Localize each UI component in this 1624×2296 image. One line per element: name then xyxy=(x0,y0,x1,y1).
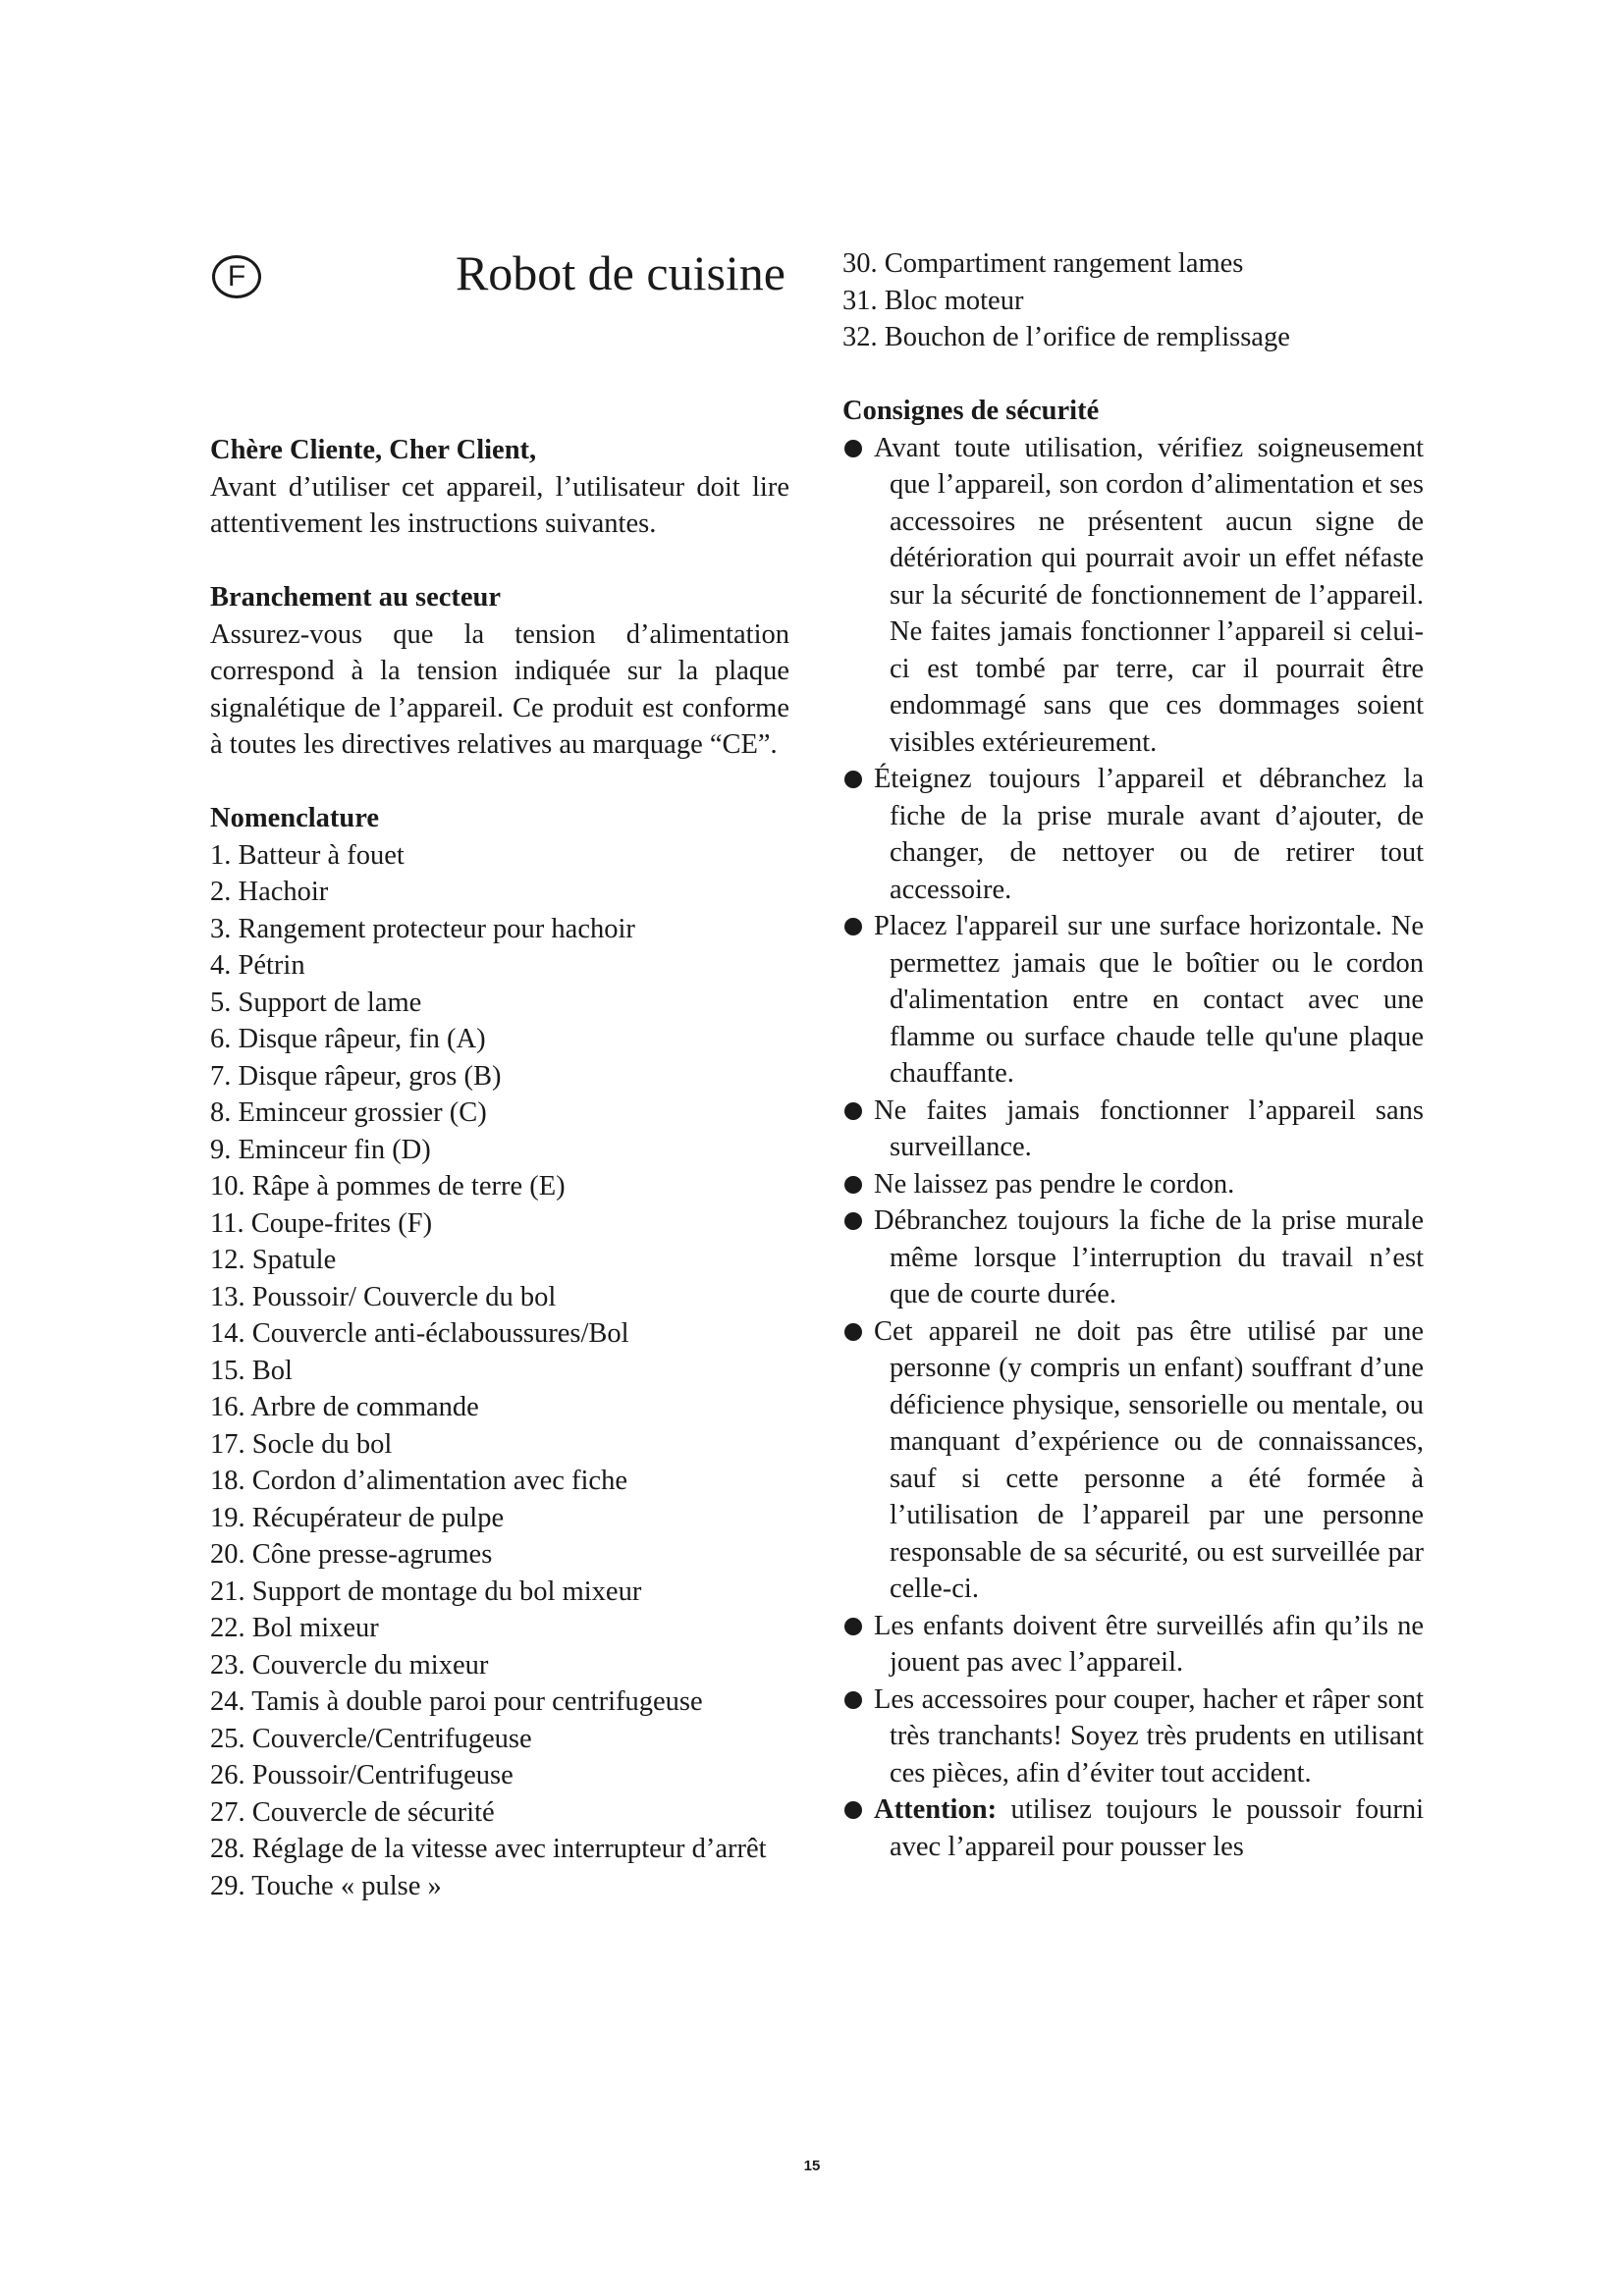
mains-heading: Branchement au secteur xyxy=(210,582,502,613)
mains-text: Assurez-vous que la tension d’alimentation correspond à la tension indiquée sur la plaque signalétique de l’appareil. Ce produit est conforme à toutes les directives relatives au marquage “CE”. xyxy=(210,618,789,760)
nomenclature-item: 19. Récupérateur de pulpe xyxy=(210,1502,505,1533)
bullet-icon xyxy=(844,1102,862,1120)
language-badge: F xyxy=(212,255,261,298)
safety-item: Les accessoires pour couper, hacher et râper sont très tranchants! Soyez très prudents en utilisant ces pièces, afin d’éviter tout accident. xyxy=(842,1682,1424,1792)
nomenclature-item: 6. Disque râpeur, fin (A) xyxy=(210,1024,486,1054)
bullet-icon xyxy=(844,1801,862,1819)
nomenclature-item: 4. Pétrin xyxy=(210,950,305,981)
nomenclature-item: 3. Rangement protecteur pour hachoir xyxy=(210,913,635,944)
left-column xyxy=(210,432,789,1904)
safety-item: Avant toute utilisation, vérifiez soigneusement que l’appareil, son cordon d’alimentation et ses accessoires ne présentent aucun signe de détérioration qui pourrait avoir un effet néfaste sur la sécurité de fonctionnement de l’appareil. Ne faites jamais fonctionner l’appareil si celui-ci est tombé par terre, car il pourrait être endommagé sans que ces dommages soient visibles extérieurement. xyxy=(842,430,1424,762)
bullet-icon xyxy=(844,1323,862,1341)
nomenclature-item: 26. Poussoir/Centrifugeuse xyxy=(210,1760,514,1790)
bullet-icon xyxy=(844,771,862,788)
safety-list xyxy=(842,430,1424,1866)
nomenclature-item: 20. Cône presse-agrumes xyxy=(210,1539,493,1570)
nomenclature-item: 22. Bol mixeur xyxy=(210,1613,379,1643)
nomenclature-item: 12. Spatule xyxy=(210,1245,337,1275)
safety-item: Ne laissez pas pendre le cordon. xyxy=(842,1166,1424,1203)
nomenclature-item: 28. Réglage de la vitesse avec interrupteur d’arrêt xyxy=(210,1834,767,1864)
nomenclature-item: 29. Touche « pulse » xyxy=(210,1870,442,1901)
bullet-icon xyxy=(844,1691,862,1709)
nomenclature-item: 5. Support de lame xyxy=(210,987,422,1018)
safety-heading: Consignes de sécurité xyxy=(842,396,1100,426)
safety-item: Cet appareil ne doit pas être utilisé par une personne (y compris un enfant) souffrant d’une déficience physique, sensorielle ou mentale, ou manquant d’expérience ou de connaissances, sauf si cette personne a été formée à l’utilisation de l’appareil par une personne responsable de sa sécurité, ou est surveillée par celle-ci. xyxy=(842,1313,1424,1608)
nomenclature-item: 30. Compartiment rangement lames xyxy=(842,248,1244,279)
nomenclature-item: 25. Couvercle/Centrifugeuse xyxy=(210,1723,532,1754)
safety-item: Éteignez toujours l’appareil et débranchez la fiche de la prise murale avant d’ajouter, de changer, de nettoyer ou de retirer tout accessoire. xyxy=(842,761,1424,908)
nomenclature-item: 2. Hachoir xyxy=(210,877,329,907)
page-number: 15 xyxy=(803,2158,821,2174)
nomenclature-item: 11. Coupe-frites (F) xyxy=(210,1207,433,1239)
nomenclature-item: 27. Couvercle de sécurité xyxy=(210,1796,495,1828)
page-title: Robot de cuisine xyxy=(455,245,785,300)
bullet-icon xyxy=(844,1212,862,1230)
nomenclature-heading: Nomenclature xyxy=(210,803,380,833)
nomenclature-item: 13. Poussoir/ Couvercle du bol xyxy=(210,1281,557,1312)
bullet-icon xyxy=(844,918,862,935)
nomenclature-list-continued xyxy=(842,245,1424,356)
nomenclature-item: 32. Bouchon de l’orifice de remplissage xyxy=(842,322,1290,352)
nomenclature-item: 21. Support de montage du bol mixeur xyxy=(210,1575,642,1607)
nomenclature-item: 7. Disque râpeur, gros (B) xyxy=(210,1060,502,1092)
nomenclature-item: 16. Arbre de commande xyxy=(210,1392,479,1422)
nomenclature-item: 8. Eminceur grossier (C) xyxy=(210,1097,487,1128)
nomenclature-item: 24. Tamis à double paroi pour centrifugeuse xyxy=(210,1686,703,1717)
nomenclature-list xyxy=(210,837,789,1905)
safety-item: Placez l'appareil sur une surface horizontale. Ne permettez jamais que le boîtier ou le cordon d'alimentation entre en contact avec une flamme ou surface chaude telle qu'une plaque chauffante. xyxy=(842,908,1424,1093)
nomenclature-item: 14. Couvercle anti-éclaboussures/Bol xyxy=(210,1318,629,1349)
intro-heading: Chère Cliente, Cher Client, xyxy=(210,435,537,465)
nomenclature-item: 18. Cordon d’alimentation avec fiche xyxy=(210,1466,627,1496)
nomenclature-item: 23. Couvercle du mixeur xyxy=(210,1649,489,1681)
nomenclature-item: 1. Batteur à fouet xyxy=(210,839,405,871)
nomenclature-item: 31. Bloc moteur xyxy=(842,285,1024,316)
nomenclature-item: 17. Socle du bol xyxy=(210,1428,393,1460)
intro-text: Avant d’utiliser cet appareil, l’utilisateur doit lire attentivement les instructions suivantes. xyxy=(210,471,789,539)
nomenclature-item: 15. Bol xyxy=(210,1355,293,1386)
bullet-icon xyxy=(844,1176,862,1194)
safety-item: Débranchez toujours la fiche de la prise murale même lorsque l’interruption du travail n’est que de courte durée. xyxy=(842,1202,1424,1313)
nomenclature-item: 9. Eminceur fin (D) xyxy=(210,1134,431,1165)
safety-item: Les enfants doivent être surveillés afin qu’ils ne jouent pas avec l’appareil. xyxy=(842,1608,1424,1682)
nomenclature-item: 10. Râpe à pommes de terre (E) xyxy=(210,1171,566,1201)
safety-item: Attention: utilisez toujours le poussoir fourni avec l’appareil pour pousser les xyxy=(842,1791,1424,1865)
bullet-icon xyxy=(844,1618,862,1635)
safety-item: Ne faites jamais fonctionner l’appareil sans surveillance. xyxy=(842,1093,1424,1166)
right-column xyxy=(842,245,1424,1865)
bullet-icon xyxy=(844,440,862,457)
